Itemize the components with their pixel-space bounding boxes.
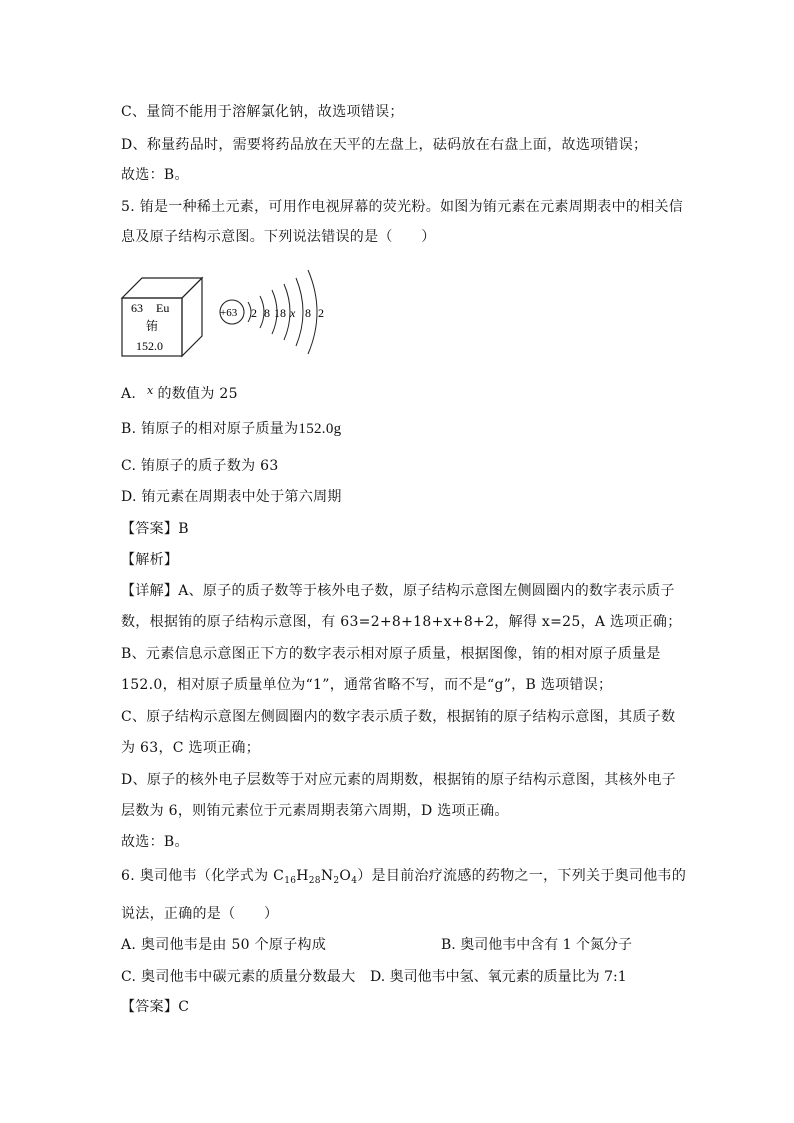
explanation-line: C、原子结构示意图左侧圆圈内的数字表示质子数，根据铕的原子结构示意图，其质子数 xyxy=(121,709,676,725)
explanation-line: 故选：B。 xyxy=(121,834,189,850)
explanation-line: 152.0，相对原子质量单位为“1”，通常省略不写，而不是“g”，B 选项错误； xyxy=(121,677,613,693)
option-c: C. 奥司他韦中碳元素的质量分数最大 xyxy=(121,969,356,985)
question-5-figure xyxy=(118,262,338,368)
text-line: D、称量药品时，需要将药品放在天平的左盘上，砝码放在右盘上面，故选项错误； xyxy=(121,137,648,153)
question-5-stem-line1: 5. 铕是一种稀土元素，可用作电视屏幕的荧光粉。如图为铕元素在元素周期表中的相关信 xyxy=(121,199,684,215)
element-card xyxy=(122,278,202,356)
question-6-suffix: ）是目前治疗流感的药物之一，下列关于奥司他韦的 xyxy=(357,868,687,884)
explanation-line: 【详解】A、原子的质子数等于核外电子数，原子结构示意图左侧圆圈内的数字表示质子 xyxy=(121,583,675,599)
shell-3: 18 xyxy=(274,306,286,320)
question-6-stem-line2: 说法，正确的是（ ） xyxy=(121,906,279,922)
question-6-stem-line1 xyxy=(121,867,686,890)
shell-4: x xyxy=(290,306,296,320)
option-c: C. 铕原子的质子数为 63 xyxy=(121,458,279,474)
option-d: D. 铕元素在周期表中处于第六周期 xyxy=(121,489,342,505)
option-b xyxy=(121,420,341,438)
explanation-line: B、元素信息示意图正下方的数字表示相对原子质量，根据图像，铕的相对原子质量是 xyxy=(121,646,661,662)
analysis-label: 【解析】 xyxy=(121,552,179,568)
shell-5: 8 xyxy=(305,306,311,320)
element-symbol: Eu xyxy=(156,301,170,315)
answer-label: 【答案】B xyxy=(121,521,189,537)
element-name: 铕 xyxy=(146,319,159,333)
element-number: 63 xyxy=(131,301,143,315)
explanation-line: 层数为 6，则铕元素位于元素周期表第六周期，D 选项正确。 xyxy=(121,803,509,819)
explanation-line: 数，根据铕的原子结构示意图，有 63=2+8+18+x+8+2，解得 x=25，A 选项正确； xyxy=(121,614,682,630)
option-a-var: x xyxy=(146,384,154,397)
option-a: A. 奥司他韦是由 50 个原子构成 xyxy=(121,937,327,953)
nucleus-charge: +63 xyxy=(220,307,238,319)
element-mass: 152.0 xyxy=(136,339,163,353)
option-d: D. 奥司他韦中氢、氧元素的质量比为 7:1 xyxy=(370,969,627,985)
option-b-text: B. 铕原子的相对原子质量为 xyxy=(121,421,299,437)
option-a-text: 的数值为 25 xyxy=(157,386,238,402)
option-a xyxy=(121,385,238,404)
option-b-value: 152.0g xyxy=(298,421,342,437)
question-6-prefix: 6. 奥司他韦（化学式为 xyxy=(121,868,274,884)
shell-6: 2 xyxy=(318,306,324,320)
option-a-prefix: A. xyxy=(121,386,137,402)
chemical-formula: $C_{16}H_{28}N_2O_4$ xyxy=(273,868,358,886)
explanation-line: D、原子的核外电子层数等于对应元素的周期数，根据铕的原子结构示意图，其核外电子 xyxy=(121,772,676,788)
text-line: C、量筒不能用于溶解氯化钠，故选项错误； xyxy=(121,104,404,120)
explanation-line: 为 63，C 选项正确； xyxy=(121,740,261,756)
shell-2: 8 xyxy=(264,306,270,320)
option-b: B. 奥司他韦中含有 1 个氮分子 xyxy=(441,937,632,953)
shell-1: 2 xyxy=(251,306,257,320)
question-5-stem-line2: 息及原子结构示意图。下列说法错误的是（ ） xyxy=(121,229,436,245)
answer-label: 【答案】C xyxy=(121,999,190,1015)
atom-structure xyxy=(220,270,324,354)
text-line: 故选：B。 xyxy=(121,167,189,183)
